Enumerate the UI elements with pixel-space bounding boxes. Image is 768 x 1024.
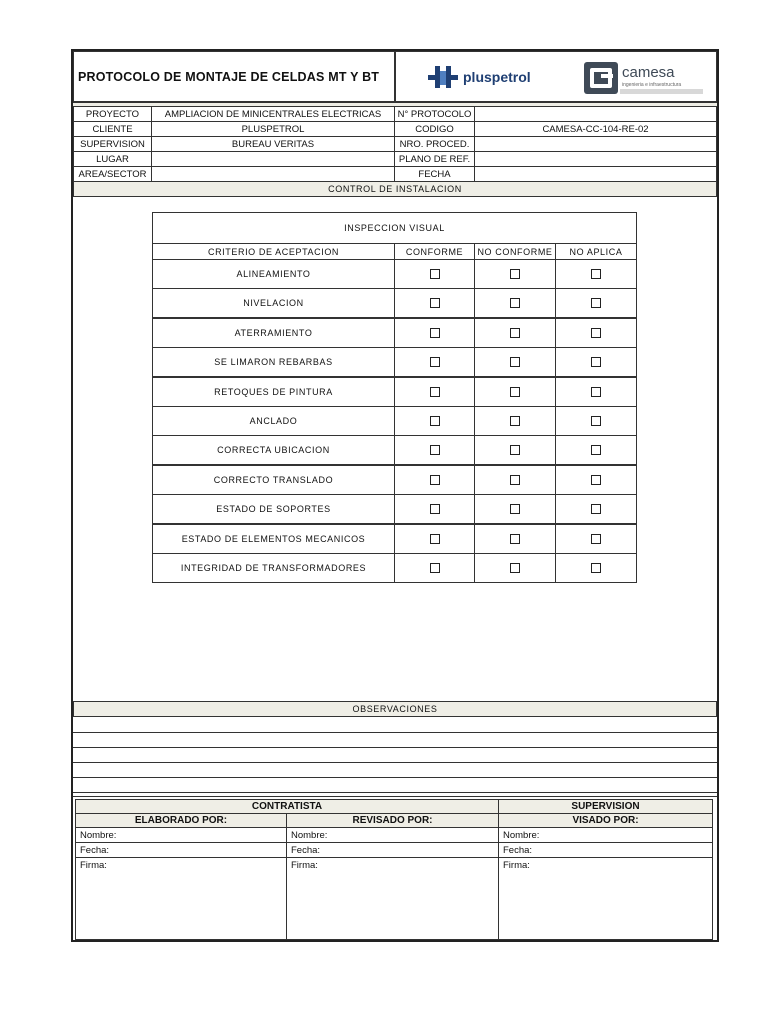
checkbox-cell	[394, 406, 475, 436]
control-header: CONTROL DE INSTALACION	[73, 181, 717, 197]
observation-line[interactable]	[73, 732, 717, 733]
observation-line[interactable]	[73, 792, 717, 793]
checkbox-cell	[555, 259, 637, 289]
checkbox-conforme[interactable]	[430, 357, 440, 367]
camesa-underline	[620, 89, 703, 94]
checkbox-conforme[interactable]	[430, 534, 440, 544]
info-value[interactable]: BUREAU VERITAS	[151, 136, 395, 152]
checkbox-no-aplica[interactable]	[591, 504, 601, 514]
checkbox-no-aplica[interactable]	[591, 416, 601, 426]
info-label: AREA/SECTOR	[73, 166, 152, 182]
checkbox-conforme[interactable]	[430, 563, 440, 573]
revisado-header: REVISADO POR:	[286, 813, 499, 828]
checkbox-cell	[394, 347, 475, 377]
column-criterio: CRITERIO DE ACEPTACION	[152, 243, 395, 260]
criterio-item: ATERRAMIENTO	[152, 318, 395, 348]
criterio-item: ANCLADO	[152, 406, 395, 436]
info-label: N° PROTOCOLO	[394, 106, 475, 122]
checkbox-cell	[474, 553, 556, 583]
checkbox-cell	[474, 377, 556, 407]
nombre-field[interactable]: Nombre:	[286, 827, 499, 843]
elaborado-header: ELABORADO POR:	[75, 813, 287, 828]
checkbox-cell	[555, 494, 637, 524]
criterio-item: NIVELACION	[152, 288, 395, 318]
checkbox-no-conforme[interactable]	[510, 328, 520, 338]
checkbox-no-aplica[interactable]	[591, 357, 601, 367]
observation-line[interactable]	[73, 747, 717, 748]
info-value[interactable]: CAMESA-CC-104-RE-02	[474, 121, 717, 137]
checkbox-no-aplica[interactable]	[591, 475, 601, 485]
checkbox-cell	[394, 288, 475, 318]
checkbox-cell	[555, 435, 637, 465]
info-value[interactable]	[474, 151, 717, 167]
checkbox-conforme[interactable]	[430, 416, 440, 426]
camesa-tagline: ingenieria e infraestructura	[622, 82, 682, 88]
info-label: PLANO DE REF.	[394, 151, 475, 167]
logos-area	[395, 51, 717, 102]
camesa-wordmark: camesa	[622, 64, 675, 81]
checkbox-no-aplica[interactable]	[591, 298, 601, 308]
checkbox-cell	[474, 318, 556, 348]
criterio-item: ESTADO DE SOPORTES	[152, 494, 395, 524]
fecha-field[interactable]: Fecha:	[286, 842, 499, 858]
criterio-item: SE LIMARON REBARBAS	[152, 347, 395, 377]
firma-field[interactable]: Firma:	[498, 857, 713, 940]
info-value[interactable]	[474, 106, 717, 122]
observation-line[interactable]	[73, 777, 717, 778]
checkbox-cell	[474, 259, 556, 289]
checkbox-conforme[interactable]	[430, 298, 440, 308]
info-value[interactable]	[151, 166, 395, 182]
checkbox-no-aplica[interactable]	[591, 563, 601, 573]
fecha-field[interactable]: Fecha:	[75, 842, 287, 858]
checkbox-conforme[interactable]	[430, 475, 440, 485]
checkbox-no-aplica[interactable]	[591, 534, 601, 544]
checkbox-no-conforme[interactable]	[510, 357, 520, 367]
nombre-field[interactable]: Nombre:	[498, 827, 713, 843]
firma-field[interactable]: Firma:	[286, 857, 499, 940]
info-value[interactable]: AMPLIACION DE MINICENTRALES ELECTRICAS	[151, 106, 395, 122]
checkbox-cell	[394, 553, 475, 583]
pluspetrol-logo	[426, 63, 546, 91]
info-value[interactable]	[474, 136, 717, 152]
observaciones-header: OBSERVACIONES	[73, 701, 717, 717]
checkbox-cell	[555, 553, 637, 583]
fecha-field[interactable]: Fecha:	[498, 842, 713, 858]
checkbox-cell	[474, 524, 556, 554]
camesa-icon	[583, 61, 619, 95]
info-label: PROYECTO	[73, 106, 152, 122]
checkbox-cell	[555, 318, 637, 348]
criterio-item: ALINEAMIENTO	[152, 259, 395, 289]
checkbox-cell	[555, 377, 637, 407]
checkbox-cell	[555, 288, 637, 318]
checkbox-no-conforme[interactable]	[510, 416, 520, 426]
checkbox-no-conforme[interactable]	[510, 269, 520, 279]
checkbox-no-conforme[interactable]	[510, 298, 520, 308]
checkbox-conforme[interactable]	[430, 269, 440, 279]
checkbox-cell	[474, 494, 556, 524]
pluspetrol-icon	[426, 63, 460, 91]
criterio-item: CORRECTA UBICACION	[152, 435, 395, 465]
info-value[interactable]: PLUSPETROL	[151, 121, 395, 137]
checkbox-cell	[394, 259, 475, 289]
checkbox-no-aplica[interactable]	[591, 387, 601, 397]
checkbox-cell	[394, 524, 475, 554]
checkbox-no-aplica[interactable]	[591, 269, 601, 279]
checkbox-cell	[555, 347, 637, 377]
criterio-item: CORRECTO TRANSLADO	[152, 465, 395, 495]
checkbox-conforme[interactable]	[430, 328, 440, 338]
document-title: PROTOCOLO DE MONTAJE DE CELDAS MT Y BT	[73, 51, 395, 102]
observation-line[interactable]	[73, 762, 717, 763]
checkbox-no-conforme[interactable]	[510, 445, 520, 455]
contratista-header: CONTRATISTA	[75, 799, 499, 814]
visado-header: VISADO POR:	[498, 813, 713, 828]
info-value[interactable]	[474, 166, 717, 182]
checkbox-no-conforme[interactable]	[510, 387, 520, 397]
info-label: CLIENTE	[73, 121, 152, 137]
camesa-logo	[583, 61, 693, 97]
criterio-item: ESTADO DE ELEMENTOS MECANICOS	[152, 524, 395, 554]
checkbox-no-conforme[interactable]	[510, 504, 520, 514]
checkbox-cell	[555, 524, 637, 554]
column-no-aplica: NO APLICA	[555, 243, 637, 260]
checkbox-no-conforme[interactable]	[510, 534, 520, 544]
inspection-title: INSPECCION VISUAL	[152, 212, 637, 244]
checkbox-no-conforme[interactable]	[510, 563, 520, 573]
checkbox-cell	[394, 377, 475, 407]
checkbox-cell	[394, 318, 475, 348]
column-conforme: CONFORME	[394, 243, 475, 260]
checkbox-cell	[474, 288, 556, 318]
checkbox-cell	[555, 406, 637, 436]
checkbox-cell	[474, 435, 556, 465]
checkbox-conforme[interactable]	[430, 445, 440, 455]
pluspetrol-wordmark: pluspetrol	[463, 69, 531, 85]
column-no-conforme: NO CONFORME	[474, 243, 556, 260]
checkbox-conforme[interactable]	[430, 504, 440, 514]
checkbox-cell	[394, 435, 475, 465]
criterio-item: RETOQUES DE PINTURA	[152, 377, 395, 407]
supervision-header: SUPERVISION	[498, 799, 713, 814]
checkbox-cell	[394, 465, 475, 495]
checkbox-cell	[474, 347, 556, 377]
checkbox-cell	[474, 465, 556, 495]
info-label: NRO. PROCED.	[394, 136, 475, 152]
checkbox-cell	[555, 465, 637, 495]
info-value[interactable]	[151, 151, 395, 167]
checkbox-cell	[474, 406, 556, 436]
firma-field[interactable]: Firma:	[75, 857, 287, 940]
info-label: LUGAR	[73, 151, 152, 167]
criterio-item: INTEGRIDAD DE TRANSFORMADORES	[152, 553, 395, 583]
info-label: SUPERVISION	[73, 136, 152, 152]
checkbox-conforme[interactable]	[430, 387, 440, 397]
nombre-field[interactable]: Nombre:	[75, 827, 287, 843]
checkbox-no-aplica[interactable]	[591, 328, 601, 338]
info-label: CODIGO	[394, 121, 475, 137]
info-label: FECHA	[394, 166, 475, 182]
checkbox-no-conforme[interactable]	[510, 475, 520, 485]
checkbox-cell	[394, 494, 475, 524]
checkbox-no-aplica[interactable]	[591, 445, 601, 455]
